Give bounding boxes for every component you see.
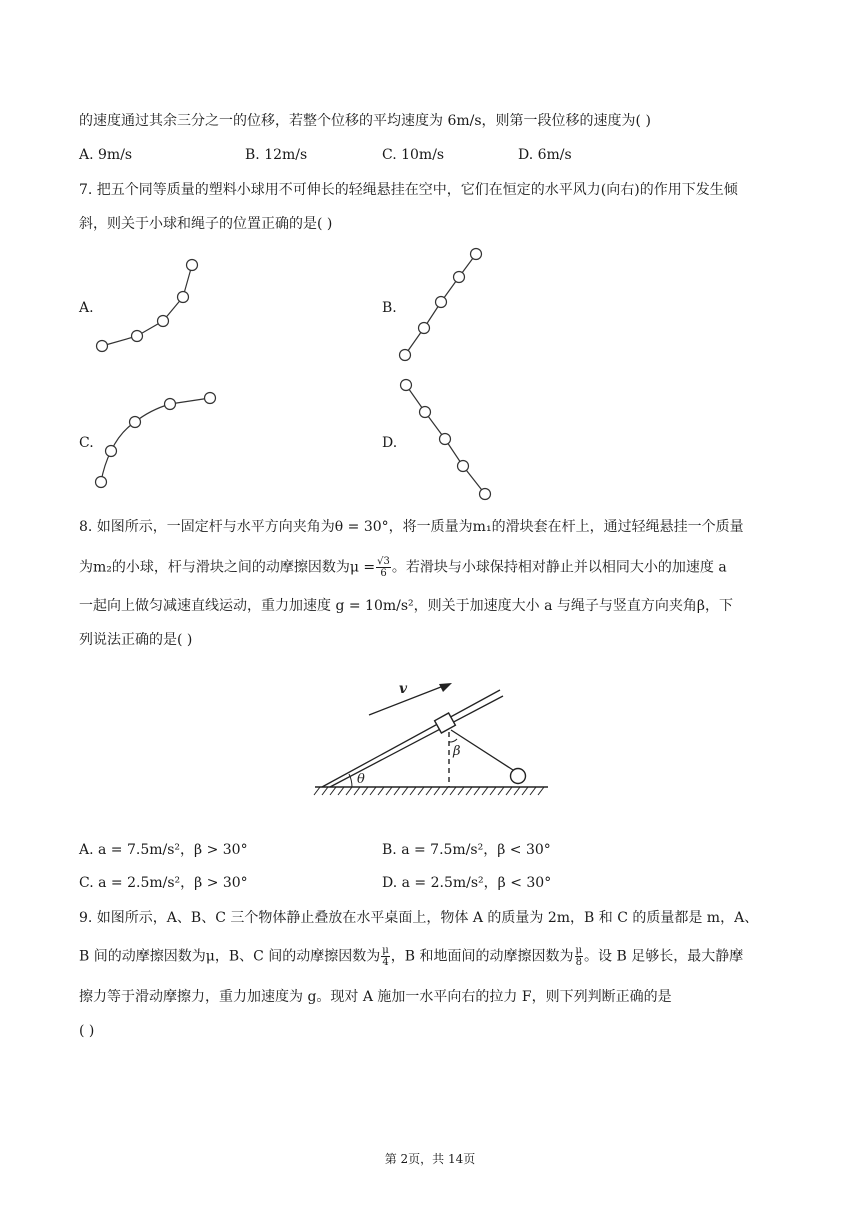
- q8-option-b: B. a = 7.5m/s²，β < 30°: [382, 842, 551, 858]
- q9-text-line4: ( ): [79, 1023, 95, 1039]
- q8-v-label: v: [399, 681, 408, 697]
- q8-theta-label: θ: [357, 772, 365, 787]
- q7-figure-b-chain: [400, 249, 482, 361]
- q7-figure-d-chain: [401, 380, 491, 500]
- q8-option-d: D. a = 2.5m/s²，β < 30°: [382, 875, 552, 891]
- q7-label-a: A.: [79, 300, 94, 316]
- q7-text-line2: 斜，则关于小球和绳子的位置正确的是( ): [79, 216, 333, 232]
- q8-text-line2-a: 为m₂的小球，杆与滑块之间的动摩擦因数为μ =: [79, 559, 376, 576]
- q8-option-a: A. a = 7.5m/s²，β > 30°: [79, 842, 248, 858]
- q7-text-line1: 7. 把五个同等质量的塑料小球用不可伸长的轻绳悬挂在空中，它们在恒定的水平风力(向右)的作用下发生倾: [79, 182, 738, 198]
- q7-label-c: C.: [79, 435, 94, 451]
- q8-beta-label: β: [453, 744, 461, 759]
- q8-figure: [0, 670, 860, 810]
- q9-mu8-denominator: 8: [575, 957, 582, 968]
- q7-figure-a-chain: [97, 260, 198, 352]
- q9-text-line2: [79, 945, 743, 968]
- q9-text-line3: 擦力等于滑动摩擦力，重力加速度为 g。现对 A 施加一水平向右的拉力 F，则下列判断正确的是: [79, 989, 672, 1005]
- q8-ball: [511, 769, 526, 784]
- q9-text-line2-a: B 间的动摩擦因数为μ，B、C 间的动摩擦因数为: [79, 948, 381, 965]
- q8-text-line3: 一起向上做匀减速直线运动，重力加速度 g = 10m/s²，则关于加速度大小 a 与绳子与竖直方向夹角β，下: [79, 598, 733, 614]
- q8-option-c: C. a = 2.5m/s²，β > 30°: [79, 875, 248, 891]
- q9-mu4-fraction: [381, 945, 390, 968]
- q6-option-b: B. 12m/s: [245, 147, 308, 163]
- q7-label-d: D.: [382, 435, 398, 451]
- q7-figure-c-chain: [96, 393, 216, 488]
- q8-rod: [322, 690, 500, 787]
- q6-option-c: C. 10m/s: [382, 147, 445, 163]
- q8-text-line4: 列说法正确的是( ): [79, 632, 193, 648]
- q8-ground-hatch: [314, 787, 544, 795]
- q8-mu-numerator: √3: [377, 556, 390, 567]
- page-footer: 第 2页，共 14页: [384, 1152, 476, 1166]
- q8-mu-denominator: 6: [380, 568, 387, 579]
- q8-text-line1: 8. 如图所示，一固定杆与水平方向夹角为θ = 30°，将一质量为m₁的滑块套在杆上，通过轻绳悬挂一个质量: [79, 519, 744, 535]
- q9-text-line1: 9. 如图所示，A、B、C 三个物体静止叠放在水平桌面上，物体 A 的质量为 2m，B 和 C 的质量都是 m，A、: [79, 910, 759, 926]
- q9-mu4-denominator: 4: [382, 957, 389, 968]
- q9-text-line2-b: ，B 和地面间的动摩擦因数为: [390, 948, 574, 965]
- q9-mu4-numerator: μ: [382, 945, 389, 956]
- q8-velocity-arrow: [369, 685, 446, 715]
- q9-text-line2-c: 。设 B 足够长，最大静摩: [584, 948, 744, 965]
- q7-label-b: B.: [382, 300, 397, 316]
- q6-text-tail: 的速度通过其余三分之一的位移，若整个位移的平均速度为 6m/s，则第一段位移的速度为( ): [79, 113, 651, 129]
- q9-mu8-numerator: μ: [575, 945, 583, 956]
- q7-figure-options: [0, 0, 860, 520]
- q8-text-line2: [79, 556, 727, 579]
- q6-option-d: D. 6m/s: [518, 147, 572, 163]
- q6-option-a: A. 9m/s: [79, 147, 133, 163]
- q8-mu-fraction: [376, 556, 391, 579]
- q8-text-line2-b: 。若滑块与小球保持相对静止并以相同大小的加速度 a: [391, 559, 727, 576]
- q9-mu8-fraction: [575, 945, 584, 968]
